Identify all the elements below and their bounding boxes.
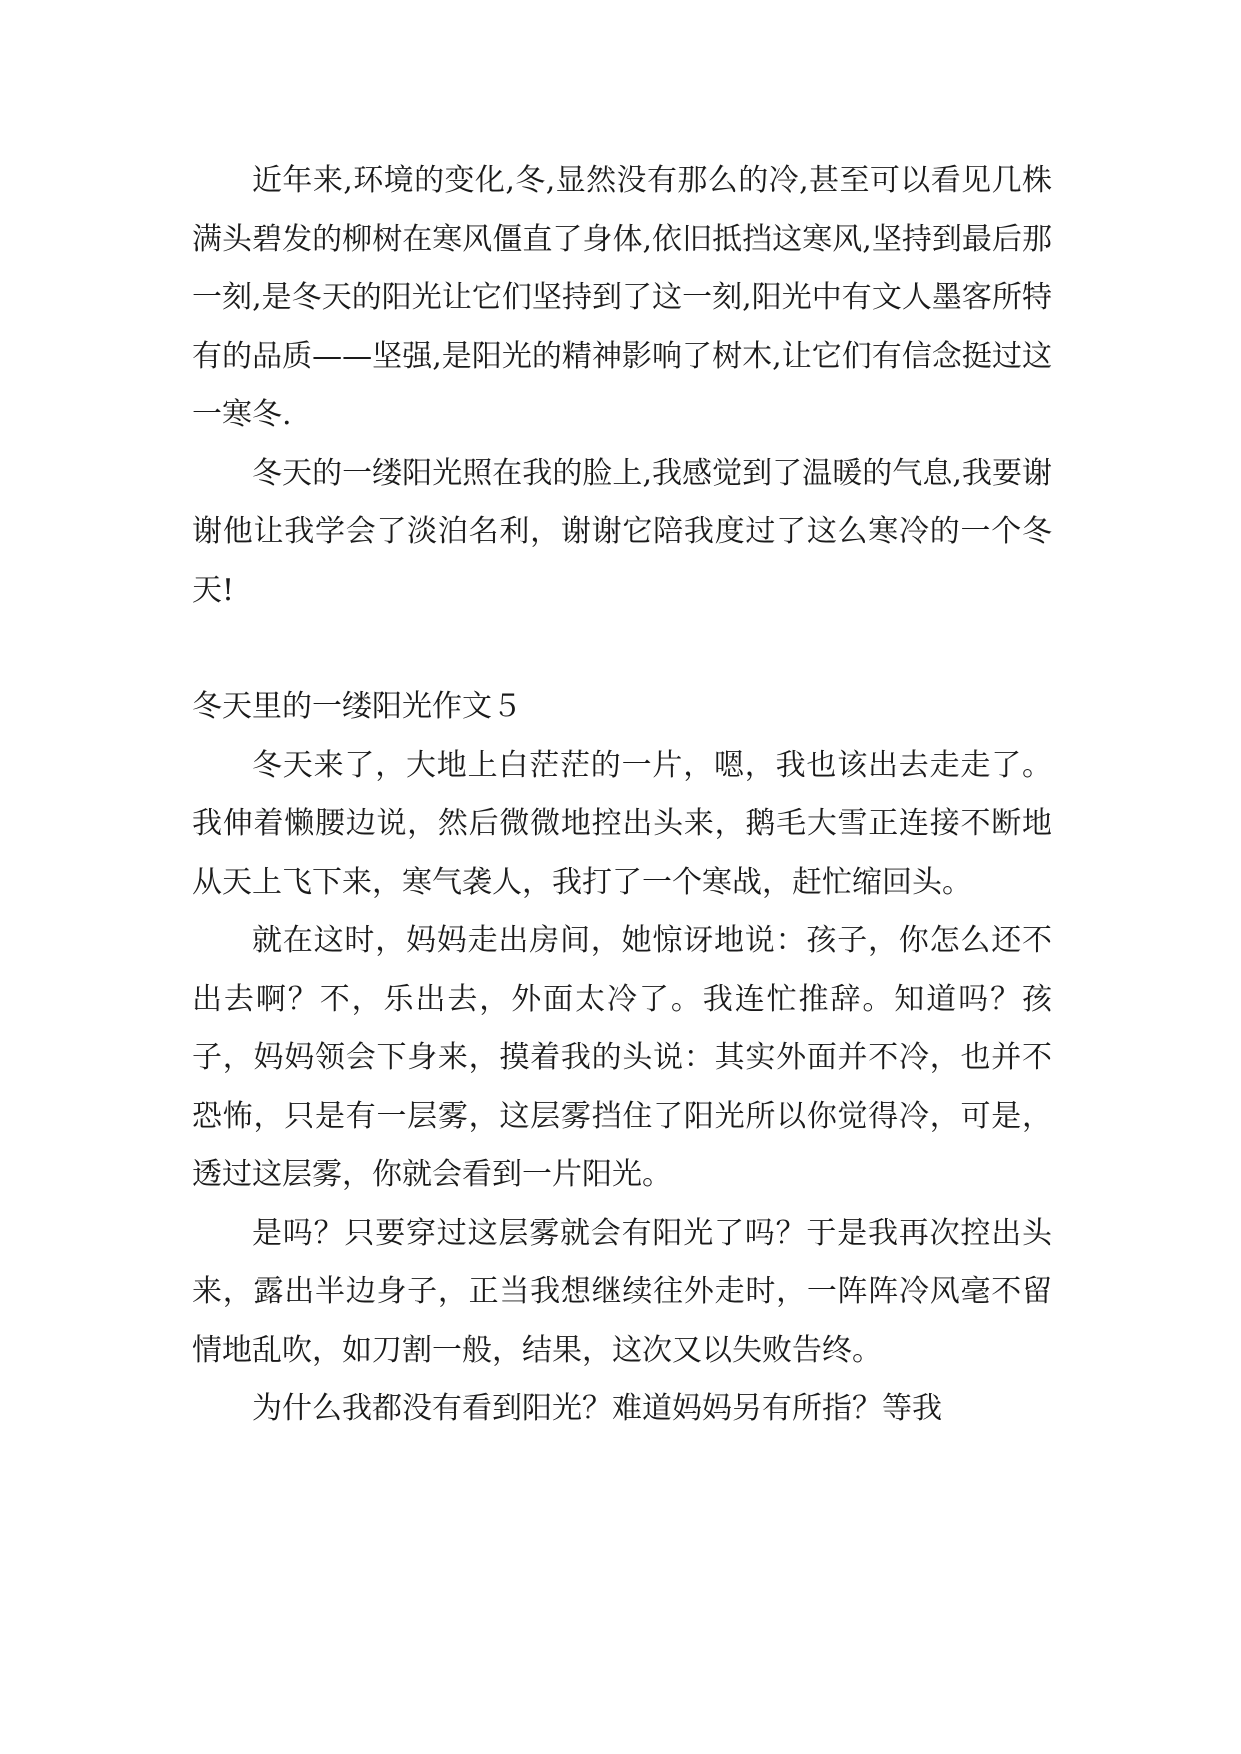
section-heading: 冬天里的一缕阳光作文５ — [192, 689, 522, 724]
paragraph-1: 近年来,环境的变化,冬,显然没有那么的冷,甚至可以看见几株满头碧发的柳树在寒风僵直了身体,依旧抵挡这寒风,坚持到最后那一刻,是冬天的阳光让它们坚持到了这一刻,阳光中有文人墨客所特有的品质——坚强,是阳光的精神影响了树木,让它们有信念挺过这一寒冬. — [192, 163, 1052, 432]
paragraph-4: 就在这时，妈妈走出房间，她惊讶地说：孩子，你怎么还不出去啊？不，乐出去，外面太冷了。我连忙推辞。知道吗？孩子，妈妈领会下身来，摸着我的头说：其实外面并不冷，也并不恐怖，只是有一层雾，这层雾挡住了阳光所以你觉得冷，可是，透过这层雾，你就会看到一片阳光。 — [192, 923, 1052, 1192]
paragraph-3: 冬天来了，大地上白茫茫的一片，嗯，我也该出去走走了。我伸着懒腰边说，然后微微地控出头来，鹅毛大雪正连接不断地从天上飞下来，寒气袭人，我打了一个寒战，赶忙缩回头。 — [192, 747, 1052, 900]
paragraph-5: 是吗？只要穿过这层雾就会有阳光了吗？于是我再次控出头来，露出半边身子，正当我想继续往外走时，一阵阵冷风毫不留情地乱吹，如刀割一般，结果，这次又以失败告终。 — [192, 1215, 1052, 1368]
paragraph-6: 为什么我都没有看到阳光？难道妈妈另有所指？等我 — [252, 1391, 942, 1426]
document-body — [192, 152, 1052, 1439]
paragraph-2: 冬天的一缕阳光照在我的脸上,我感觉到了温暖的气息,我要谢谢他让我学会了淡泊名利，谢谢它陪我度过了这么寒冷的一个冬天! — [192, 455, 1052, 608]
